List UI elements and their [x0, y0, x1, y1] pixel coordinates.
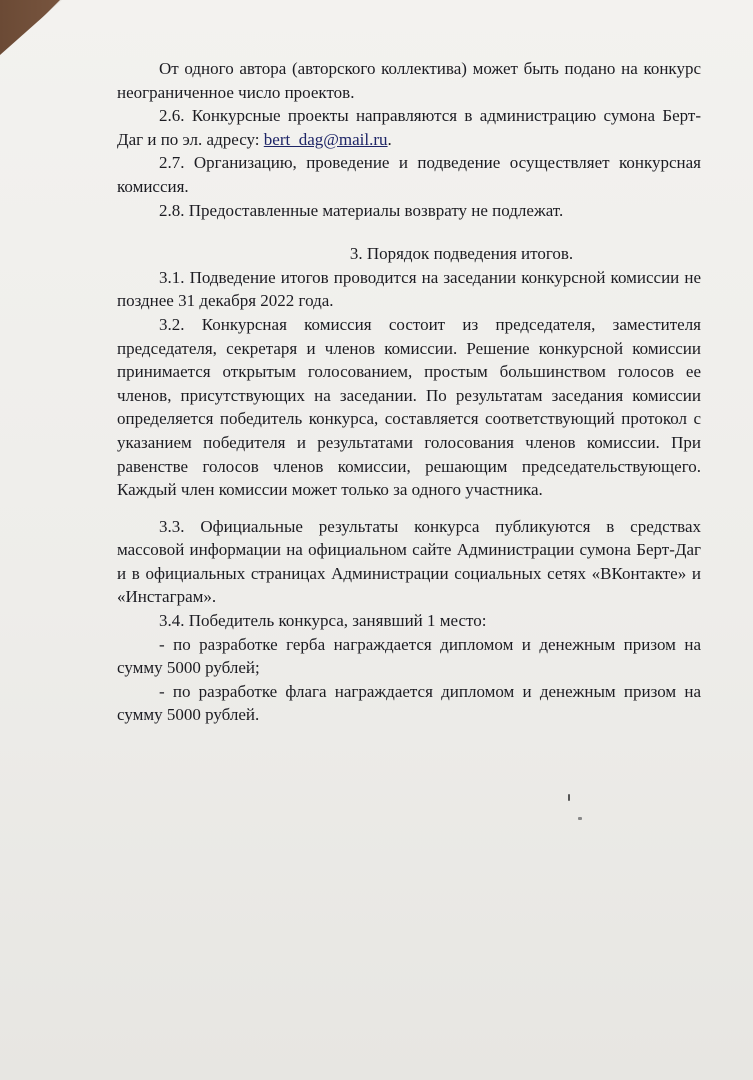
paragraph-2-6-text: 2.6. Конкурсные проекты направляются в администрацию сумона Берт-Даг и по эл. адресу: — [117, 106, 701, 149]
paragraph-3-3: 3.3. Официальные результаты конкурса публикуются в средствах массовой информации на официальном сайте Администрации сумона Берт-Даг и в официальных страницах Администрации социальных сетях «ВКонтакте» и «Инстаграм». — [117, 516, 701, 607]
paragraph-3-2: 3.2. Конкурсная комиссия состоит из председателя, заместителя председателя, секретаря и членов комиссии. Решение конкурсной комиссии принимается открытым голосованием, простым большинством голосов ее членов, присутствующих на заседании. По результатам заседания комиссии определяется победитель конкурса, составляется соответствующий протокол с указанием победителя и результатами голосования членов комиссии. При равенстве голосов членов комиссии, решающим председательствующего. Каждый член комиссии может только за одного участника. — [117, 314, 701, 500]
paragraph-2-7: 2.7. Организацию, проведение и подведение осуществляет конкурсная комиссия. — [117, 153, 701, 196]
section-3-heading: 3. Порядок подведения итогов. — [349, 244, 574, 264]
list-item-gerb: - по разработке герба награждается дипломом и денежным призом на сумму 5000 рублей; — [117, 634, 701, 678]
paragraph-2-8: 2.8. Предоставленные материалы возврату не подлежат. — [159, 200, 564, 220]
paper-speck — [578, 817, 582, 820]
paragraph-authors: От одного автора (авторского коллектива) может быть подано на конкурс неограниченное число проектов. — [117, 59, 701, 102]
paper-speck — [568, 794, 570, 801]
list-item-flag: - по разработке флага награждается дипломом и денежным призом на сумму 5000 рублей. — [117, 681, 701, 725]
paragraph-3-4: 3.4. Победитель конкурса, занявший 1 место: — [159, 611, 487, 631]
paragraph-2-6 — [117, 104, 701, 151]
document-body — [117, 57, 701, 727]
email-link[interactable]: bert_dag@mail.ru — [263, 129, 388, 149]
paragraph-3-1: 3.1. Подведение итогов проводится на заседании конкурсной комиссии не позднее 31 декабря 2022 года. — [117, 267, 701, 311]
paragraph-2-6-end: . — [387, 129, 392, 149]
